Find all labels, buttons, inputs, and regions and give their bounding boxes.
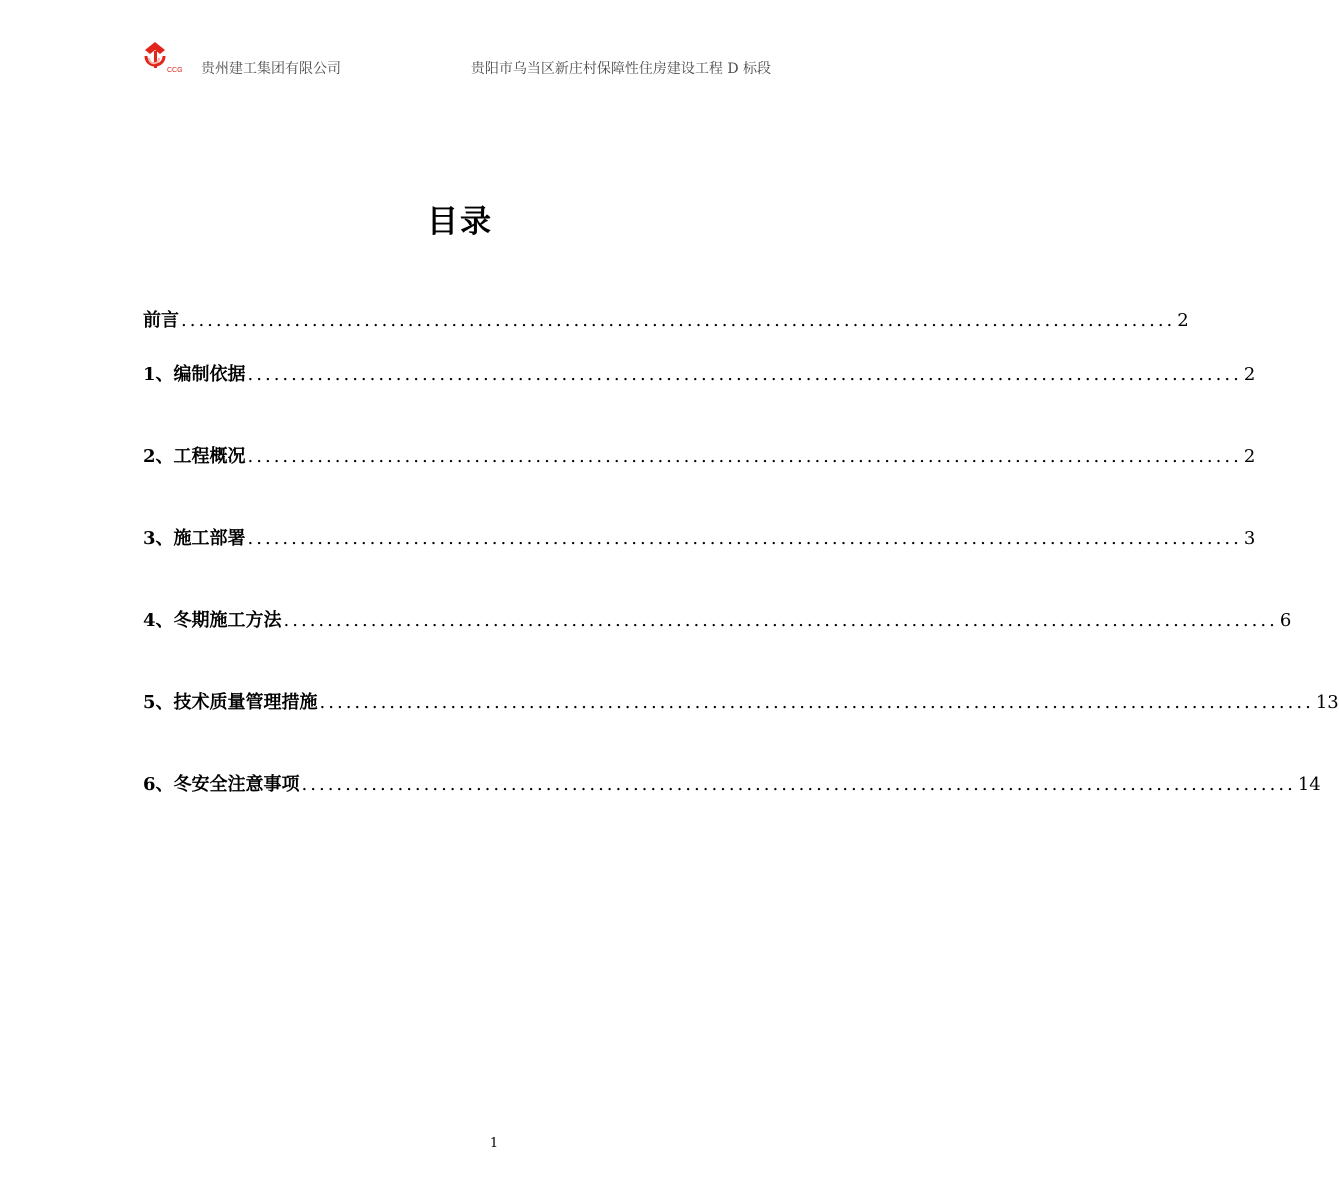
toc-leader-dots: ..................................................................................................................	[301, 774, 1296, 795]
toc-entry[interactable]	[143, 524, 1256, 549]
toc-entry-label: 5、技术质量管理措施	[143, 692, 318, 713]
page-title: 目录	[427, 204, 493, 240]
toc-leader-dots: ..................................................................................................................	[247, 446, 1242, 467]
toc-entry[interactable]	[143, 770, 1321, 795]
project-name: 贵阳市乌当区新庄村保障性住房建设工程 D 标段	[470, 61, 771, 77]
toc-leader-dots: ..................................................................................................................	[283, 610, 1278, 631]
company-logo	[143, 40, 191, 74]
toc-leader-dots: ..................................................................................................................	[319, 692, 1314, 713]
company-name: 贵州建工集团有限公司	[201, 61, 341, 77]
toc-entry[interactable]	[143, 360, 1256, 385]
toc-entry-label: 4、冬期施工方法	[143, 610, 282, 631]
toc-entry-page: 2	[1243, 364, 1256, 385]
toc-entry-page: 2	[1177, 310, 1189, 331]
toc-leader-dots: ..................................................................................................................	[247, 528, 1242, 549]
toc-entry-label: 1、编制依据	[143, 364, 246, 385]
toc-entry-page: 3	[1243, 528, 1256, 549]
page-number: 1	[489, 1136, 499, 1151]
toc-entry[interactable]	[143, 688, 1339, 713]
toc-entry-label: 3、施工部署	[143, 528, 246, 549]
toc-entry-page: 13	[1315, 692, 1339, 713]
toc-leader-dots: ..................................................................................................................	[181, 310, 1176, 331]
toc-entry-label: 前言	[143, 310, 179, 331]
logo-text: CCG	[167, 67, 183, 74]
toc-entry-label: 2、工程概况	[143, 446, 246, 467]
page-header	[143, 36, 783, 80]
toc-leader-dots: ..................................................................................................................	[247, 364, 1242, 385]
toc-entry[interactable]	[143, 606, 1292, 631]
toc-entry-page: 14	[1297, 774, 1321, 795]
toc-entry-page: 6	[1279, 610, 1292, 631]
toc-entry-label: 6、冬安全注意事项	[143, 774, 300, 795]
toc-entry[interactable]	[143, 442, 1256, 467]
toc-entry[interactable]	[143, 306, 1189, 331]
toc-entry-page: 2	[1243, 446, 1256, 467]
